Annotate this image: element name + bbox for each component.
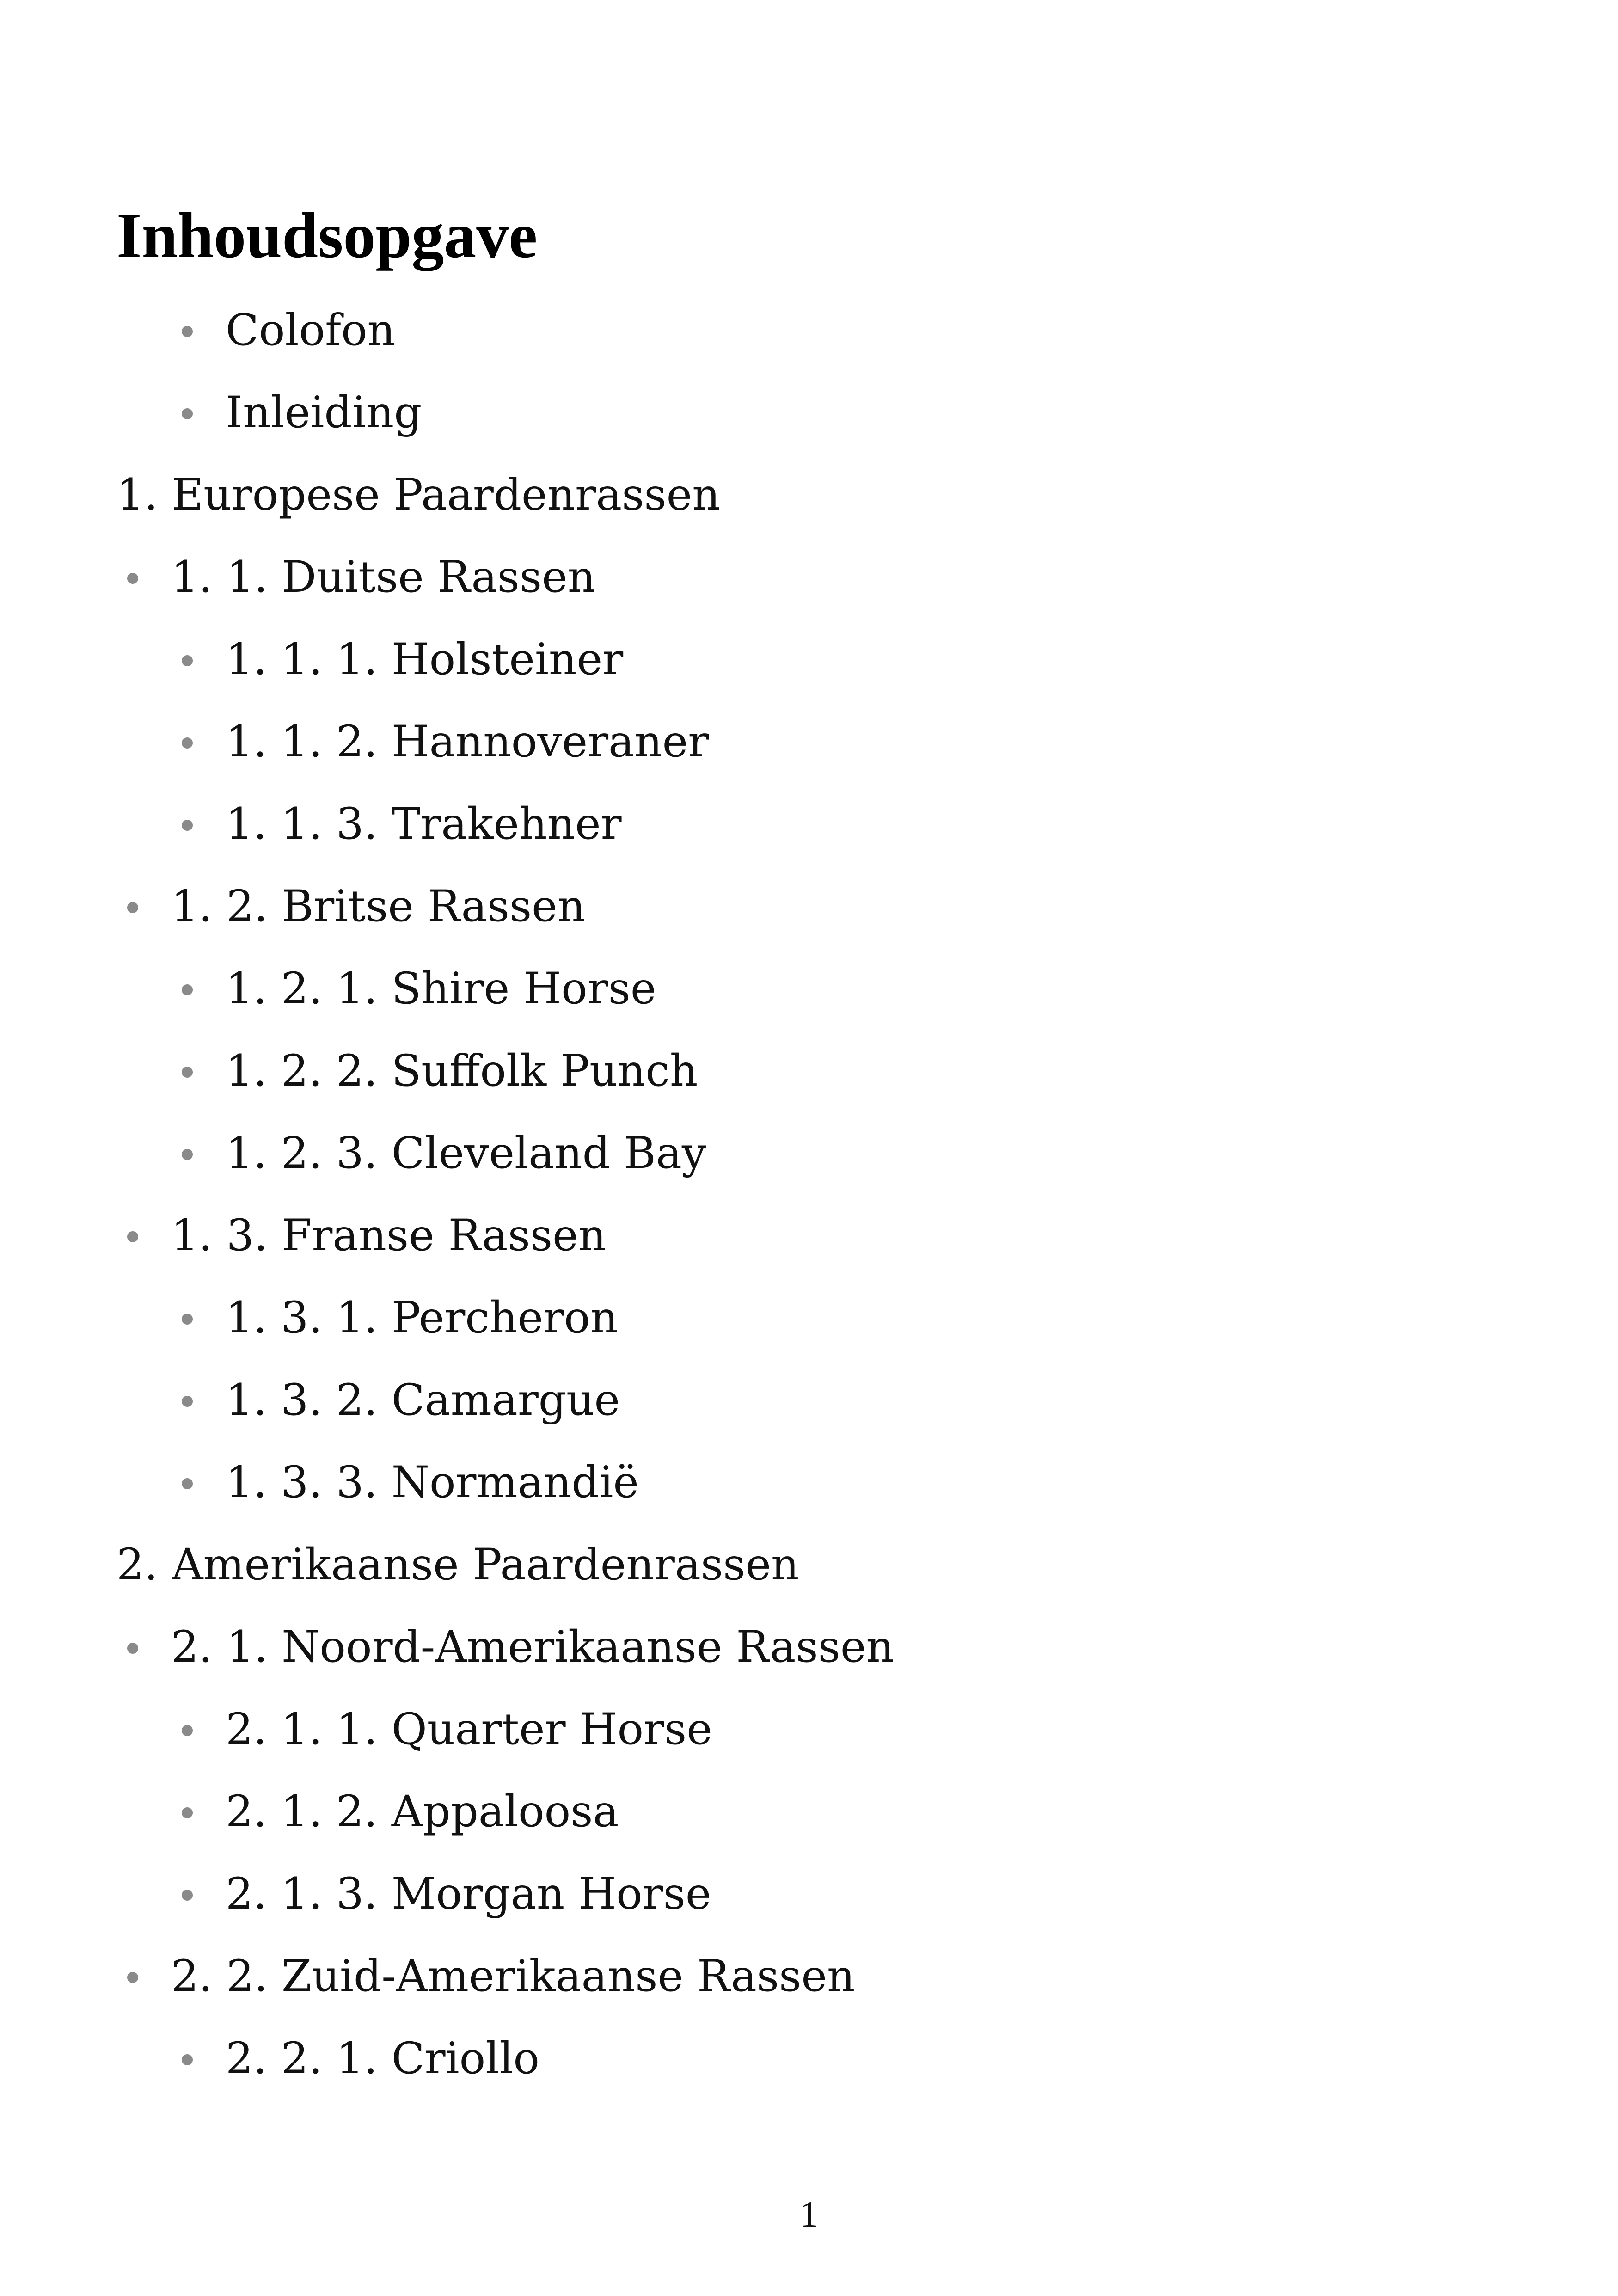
bullet-icon: [182, 408, 193, 419]
toc-entry-label[interactable]: 1. 2. 1. Shire Horse: [226, 964, 656, 1014]
bullet-icon: [182, 1478, 193, 1489]
bullet-icon: [182, 655, 193, 666]
toc-entry-label[interactable]: 1. 1. 1. Holsteiner: [226, 634, 624, 685]
toc-entry-label[interactable]: 1. 1. 2. Hannoveraner: [226, 717, 709, 767]
bullet-icon: [182, 2054, 193, 2065]
bullet-icon: [182, 984, 193, 995]
toc-entry-label[interactable]: 1. Europese Paardenrassen: [116, 470, 720, 520]
toc-entry-label[interactable]: 1. 3. 1. Percheron: [226, 1293, 619, 1343]
toc-entry-label[interactable]: 1. 3. 3. Normandië: [226, 1457, 639, 1508]
toc-entry-label[interactable]: 1. 3. 2. Camargue: [226, 1375, 620, 1425]
toc-entry-label[interactable]: Inleiding: [226, 387, 422, 438]
bullet-icon: [182, 1396, 193, 1407]
bullet-icon: [182, 1067, 193, 1078]
bullet-icon: [182, 820, 193, 831]
bullet-icon: [127, 902, 138, 913]
bullet-icon: [127, 573, 138, 584]
page-number: 1: [800, 2194, 818, 2235]
bullet-icon: [182, 1807, 193, 1818]
toc-entry-label[interactable]: 1. 1. 3. Trakehner: [226, 799, 622, 849]
toc-entry-label[interactable]: 2. Amerikaanse Paardenrassen: [116, 1540, 799, 1590]
toc-title: Inhoudsopgave: [116, 200, 538, 271]
toc-entry-label[interactable]: 1. 2. 2. Suffolk Punch: [226, 1046, 698, 1096]
toc-entry-label[interactable]: 2. 1. 3. Morgan Horse: [226, 1869, 711, 1919]
bullet-icon: [182, 1890, 193, 1901]
toc-entry-label[interactable]: 2. 2. 1. Criollo: [226, 2033, 539, 2084]
toc-entry-label[interactable]: 1. 2. 3. Cleveland Bay: [226, 1128, 706, 1179]
bullet-icon: [182, 326, 193, 337]
bullet-icon: [182, 737, 193, 749]
toc-entry-label[interactable]: 1. 3. Franse Rassen: [171, 1210, 607, 1261]
bullet-icon: [127, 1231, 138, 1242]
bullet-icon: [182, 1149, 193, 1160]
toc-entry-label[interactable]: 2. 1. 1. Quarter Horse: [226, 1704, 712, 1755]
bullet-icon: [182, 1314, 193, 1325]
toc-entry-label[interactable]: 1. 2. Britse Rassen: [171, 881, 586, 932]
bullet-icon: [127, 1972, 138, 1983]
bullet-icon: [127, 1643, 138, 1654]
toc-entry-label[interactable]: 1. 1. Duitse Rassen: [171, 552, 596, 602]
toc-entry-label[interactable]: 2. 1. Noord-Amerikaanse Rassen: [171, 1622, 895, 1672]
toc-entry-label[interactable]: 2. 2. Zuid-Amerikaanse Rassen: [171, 1951, 855, 2001]
toc-entry-label[interactable]: Colofon: [226, 305, 396, 356]
bullet-icon: [182, 1725, 193, 1736]
toc-entry-label[interactable]: 2. 1. 2. Appaloosa: [226, 1786, 619, 1837]
